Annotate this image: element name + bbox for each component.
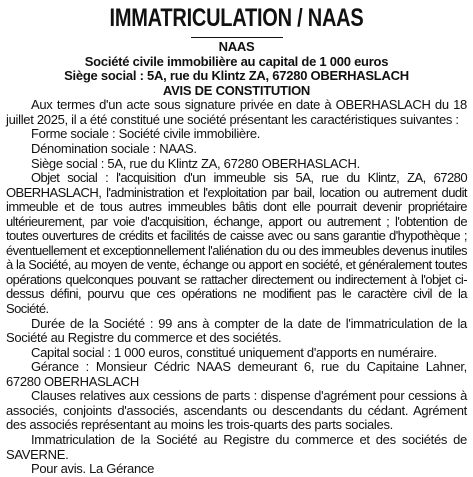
company-header: [6, 40, 467, 98]
signature-line: Pour avis. La Gérance: [31, 461, 155, 477]
legal-notice: [6, 3, 467, 477]
intro-paragraph: Aux termes d'un acte sous signature privée en date à OBERHASLACH du 18 juillet 2025, il a été constitué une société présentant les caractéristiques suivantes :: [6, 97, 467, 127]
corporate-purpose-paragraph: Objet social : l'acquisition d'un immeuble sis 5A, rue du Klintz, ZA, 67280 OBERHASLACH, l'administration et l'exploitation par bail, location ou autrement dudit immeuble et de tous autres immeubles bâtis dont elle pourrait devenir propriétaire ultérieurement, par voie d'acquisition, échange, apport ou autrement ; l'obtention de toutes ouvertures de crédits et facilités de caisse avec ou sans garantie d'hypothèque ; éventuellement et exceptionnellement l'aliénation du ou des immeubles devenus inutiles à la Société, au moyen de vente, échange ou apport en société, et généralement toutes opérations quelconques pouvant se rattacher directement ou indirectement à l'objet ci-dessus défini, pourvu que ces opérations ne modifient pas le caractère civil de la Société.: [6, 170, 467, 317]
notice-body: [6, 98, 467, 476]
headline-divider: [191, 37, 283, 38]
company-name: NAAS: [218, 39, 255, 54]
company-name-paragraph: Dénomination sociale : NAAS.: [31, 141, 197, 157]
management-paragraph: Gérance : Monsieur Cédric NAAS demeurant 6, rue du Capitaine Lahner, 67280 OBERHASLACH: [6, 359, 467, 389]
notice-headline: IMMATRICULATION / NAAS: [109, 4, 364, 32]
head-office-paragraph: Siège social : 5A, rue du Klintz ZA, 67280 OBERHASLACH.: [31, 155, 360, 171]
share-transfer-paragraph: Clauses relatives aux cessions de parts : dispense d'agrément pour cessions à associés, conjoints d'associés, ascendants ou descendants du cédant. Agrément des associés représentant au moins les trois-quarts des parts sociales.: [6, 388, 467, 433]
registration-paragraph: Immatriculation de la Société au Registre du commerce et des sociétés de SAVERNE.: [6, 431, 467, 462]
share-capital-paragraph: Capital social : 1 000 euros, constitué uniquement d'apports en numéraire.: [31, 344, 437, 360]
legal-form-paragraph: Forme sociale : Société civile immobilière.: [31, 126, 261, 142]
duration-paragraph: Durée de la Société : 99 ans à compter de la date de l'immatriculation de la Société au Registre du commerce et des sociétés.: [6, 315, 467, 346]
notice-type: AVIS DE CONSTITUTION: [162, 82, 311, 98]
company-form-line: Société civile immobilière au capital de 1 000 euros: [84, 53, 389, 69]
head-office-line: Siège social : 5A, rue du Klintz ZA, 67280 OBERHASLACH: [64, 68, 409, 84]
